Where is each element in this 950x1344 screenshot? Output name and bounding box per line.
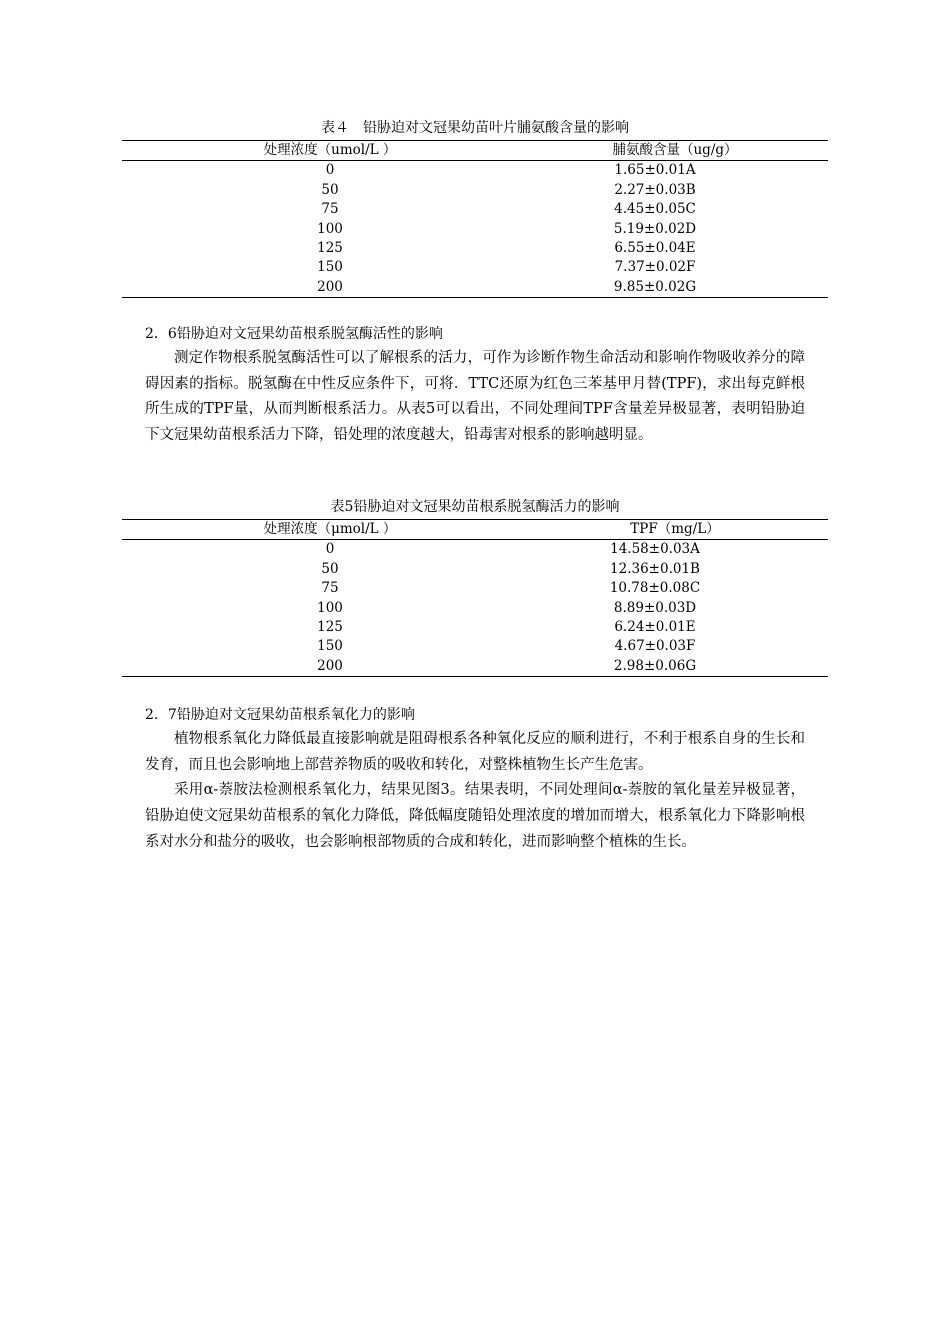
table-row <box>122 258 828 277</box>
table5 <box>122 519 828 677</box>
table-row <box>122 200 828 219</box>
table-cell: 6.24±0.01E <box>614 618 696 635</box>
table4-caption: 表４ 铅胁迫对文冠果幼苗叶片脯氨酸含量的影响 <box>321 120 629 136</box>
table-row <box>122 181 828 200</box>
table-cell: 150 <box>317 638 343 655</box>
table-cell: 125 <box>317 239 343 256</box>
table-cell: 2.98±0.06G <box>613 657 697 674</box>
table4-header-proline: 脯氨酸含量（ug/g） <box>612 142 738 158</box>
table-cell: 4.67±0.03F <box>614 638 696 655</box>
table-cell: 125 <box>317 618 343 635</box>
table4-header-concentration: 处理浓度（umol/L ） <box>263 142 397 158</box>
table5-header-concentration: 处理浓度（μmol/L ） <box>263 521 397 537</box>
table-row <box>122 657 828 676</box>
table-row <box>122 220 828 239</box>
table-cell: 4.45±0.05C <box>614 201 696 218</box>
table-row <box>122 618 828 637</box>
section-2-6-heading: 2．6铅胁迫对文冠果幼苗根系脱氢酶活性的影响 <box>145 326 443 342</box>
table-cell: 14.58±0.03A <box>610 541 700 558</box>
table-cell: 6.55±0.04E <box>614 239 696 256</box>
section-2-6-body <box>145 346 805 449</box>
table-row <box>122 278 828 297</box>
table-cell: 100 <box>317 599 343 616</box>
table5-caption: 表5铅胁迫对文冠果幼苗根系脱氢酶活力的影响 <box>330 499 620 515</box>
table-row <box>122 161 828 180</box>
table-row <box>122 579 828 598</box>
table-cell: 150 <box>317 259 343 276</box>
table-cell: 8.89±0.03D <box>613 599 697 616</box>
table-row <box>122 637 828 656</box>
table4 <box>122 140 828 298</box>
table-row <box>122 560 828 579</box>
table-cell: 50 <box>321 560 339 577</box>
table-cell: 10.78±0.08C <box>609 580 701 597</box>
table5-header-row <box>122 520 828 539</box>
table5-header-tpf: TPF（mg/L） <box>630 521 720 537</box>
paragraph: 植物根系氧化力降低最直接影响就是阻碍根系各种氧化反应的顺利进行，不利于根系自身的生长和发育，而且也会影响地上部营养物质的吸收和转化，对整株植物生长产生危害。 <box>145 731 805 773</box>
section-2-7-heading: 2．7铅胁迫对文冠果幼苗根系氧化力的影响 <box>145 707 415 723</box>
table-cell: 50 <box>321 181 339 198</box>
table-cell: 75 <box>321 201 339 218</box>
table4-bottom-rule <box>122 297 828 298</box>
table-row <box>122 239 828 258</box>
table-cell: 75 <box>321 580 339 597</box>
table-cell: 1.65±0.01A <box>614 162 696 179</box>
table-row <box>122 599 828 618</box>
table-cell: 100 <box>317 220 343 237</box>
table-cell: 2.27±0.03B <box>614 181 696 198</box>
table-cell: 200 <box>317 657 343 674</box>
table4-header-row <box>122 141 828 160</box>
table-cell: 12.36±0.01B <box>610 560 700 577</box>
table-cell: 200 <box>317 278 343 295</box>
paragraph: 采用α-萘胺法检测根系氧化力，结果见图3。结果表明，不同处理间α-萘胺的氧化量差异极显著，铅胁迫使文冠果幼苗根系的氧化力降低，降低幅度随铅处理浓度的增加而增大，根系氧化力下降影响根系对水分和盐分的吸收，也会影响根部物质的合成和转化，进而影响整个植株的生长。 <box>145 782 805 850</box>
paragraph: 测定作物根系脱氢酶活性可以了解根系的活力，可作为诊断作物生命活动和影响作物吸收养分的障碍因素的指标。脱氢酶在中性反应条件下，可将．TTC还原为红色三苯基甲月替(TPF)，求出每克鲜根所生成的TPF量，从而判断根系活力。从表5可以看出，不同处理间TPF含量差异极显著，表明铅胁迫下文冠果幼苗根系活力下降，铅处理的浓度越大，铅毒害对根系的影响越明显。 <box>145 350 805 444</box>
table-cell: 7.37±0.02F <box>614 259 696 276</box>
table-cell: 0 <box>325 162 335 179</box>
table-row <box>122 540 828 559</box>
table-cell: 5.19±0.02D <box>613 220 697 237</box>
table-cell: 0 <box>325 541 335 558</box>
table5-bottom-rule <box>122 676 828 677</box>
section-2-7-body <box>145 727 805 856</box>
table-cell: 9.85±0.02G <box>613 278 697 295</box>
